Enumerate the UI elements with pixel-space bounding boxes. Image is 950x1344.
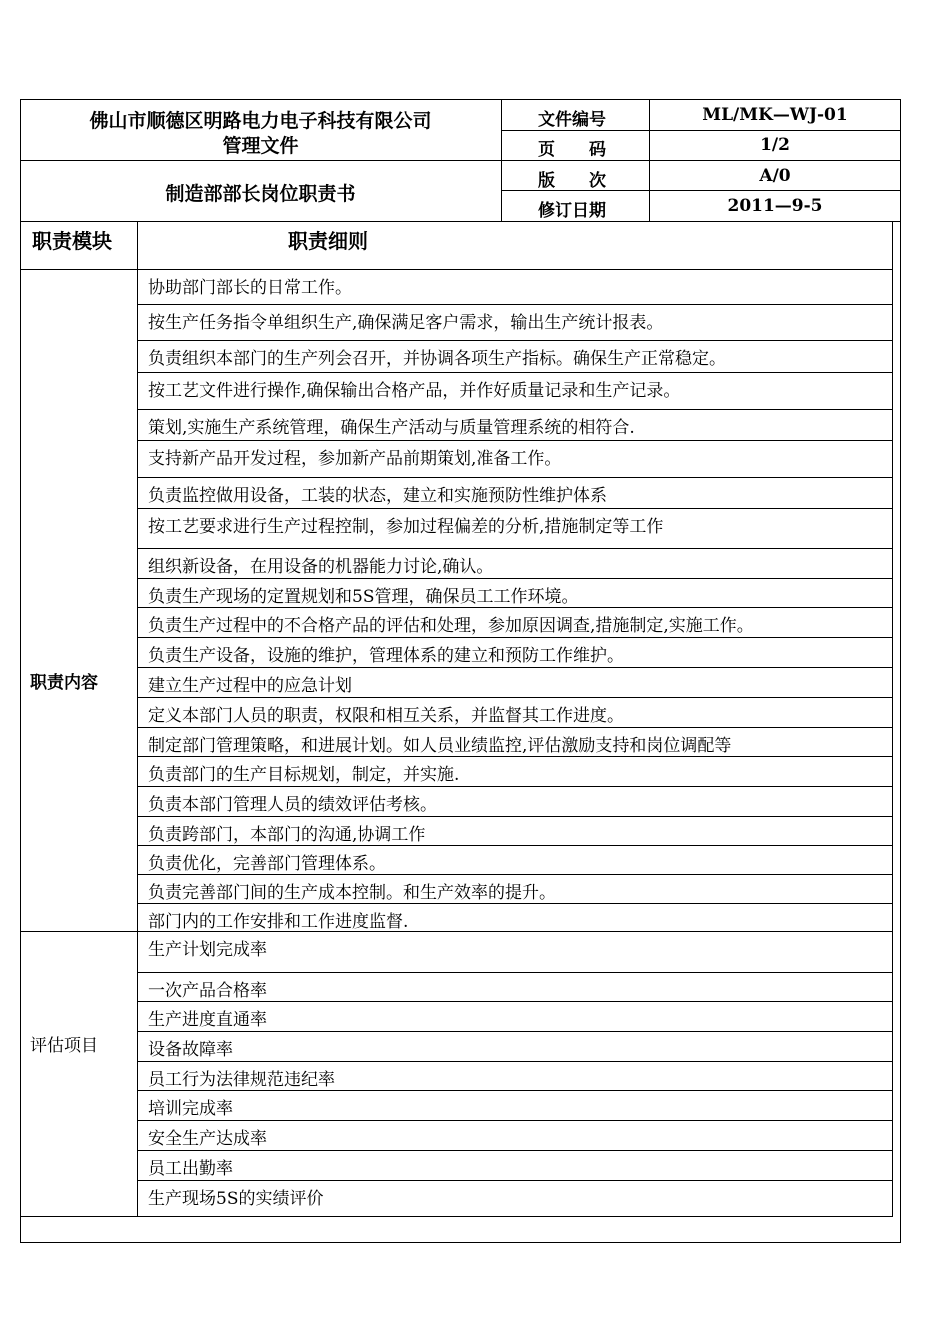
- duty-item: 按工艺要求进行生产过程控制，参加过程偏差的分析,措施制定等工作: [148, 517, 664, 537]
- duty-item: 负责完善部门间的生产成本控制。和生产效率的提升。: [148, 883, 556, 903]
- row-divider: [137, 578, 893, 579]
- row-divider: [137, 816, 893, 817]
- row-divider: [137, 874, 893, 875]
- row-divider: [137, 607, 893, 608]
- document-type: 管理文件: [222, 135, 299, 157]
- eval-item: 生产计划完成率: [148, 940, 267, 960]
- row-divider: [137, 477, 893, 478]
- duty-item: 负责生产现场的定置规划和5S管理，确保员工工作环境。: [148, 587, 579, 607]
- row-divider: [137, 903, 893, 904]
- eval-item: 员工行为法律规范违纪率: [148, 1070, 335, 1090]
- row-divider: [137, 1150, 893, 1151]
- row-divider: [137, 1061, 893, 1062]
- row-divider: [137, 637, 893, 638]
- duty-item: 协助部门部长的日常工作。: [148, 278, 352, 298]
- row-divider: [137, 508, 893, 509]
- duty-section-label: 职责内容: [30, 673, 98, 693]
- duty-item: 定义本部门人员的职责，权限和相互关系，并监督其工作进度。: [148, 706, 624, 726]
- duty-item: 负责部门的生产目标规划，制定，并实施.: [148, 765, 460, 785]
- row-divider: [137, 972, 893, 973]
- field-value-revision-date: 2011—9-5: [727, 196, 823, 216]
- duty-item: 负责生产设备，设施的维护，管理体系的建立和预防工作维护。: [148, 646, 624, 666]
- duty-item: 组织新设备，在用设备的机器能力讨论,确认。: [148, 557, 494, 577]
- page-title: 制造部部长岗位职责书: [165, 183, 356, 205]
- row-divider: [137, 372, 893, 373]
- row-divider: [137, 548, 893, 549]
- duty-item: 负责本部门管理人员的绩效评估考核。: [148, 795, 437, 815]
- field-label-page: 页 码: [538, 140, 606, 160]
- duty-item: 按工艺文件进行操作,确保输出合格产品，并作好质量记录和生产记录。: [148, 381, 681, 401]
- row-divider: [137, 340, 893, 341]
- eval-item: 一次产品合格率: [148, 981, 267, 1001]
- row-divider: [137, 304, 893, 305]
- duty-item: 支持新产品开发过程，参加新产品前期策划,准备工作。: [148, 449, 562, 469]
- duty-item: 负责组织本部门的生产列会召开，并协调各项生产指标。确保生产正常稳定。: [148, 349, 726, 369]
- row-divider: [137, 697, 893, 698]
- duty-item: 建立生产过程中的应急计划: [148, 676, 352, 696]
- row-divider: [137, 1001, 893, 1002]
- eval-item: 设备故障率: [148, 1040, 233, 1060]
- row-divider: [137, 1180, 893, 1181]
- row-divider: [137, 756, 893, 757]
- column-header-module: 职责模块: [32, 229, 112, 253]
- field-label-version: 版 次: [538, 171, 606, 191]
- row-divider: [137, 440, 893, 441]
- row-divider: [137, 845, 893, 846]
- duty-item: 部门内的工作安排和工作进度监督.: [148, 912, 409, 932]
- row-divider: [137, 409, 893, 410]
- eval-section-label: 评估项目: [30, 1036, 98, 1056]
- eval-item: 生产进度直通率: [148, 1010, 267, 1030]
- row-divider: [137, 667, 893, 668]
- duty-item: 按生产任务指令单组织生产,确保满足客户需求，输出生产统计报表。: [148, 313, 664, 333]
- field-value-doc-number: ML/MK—WJ-01: [702, 105, 848, 125]
- row-divider: [137, 1090, 893, 1091]
- field-value-page: 1/2: [760, 135, 790, 155]
- field-value-version: A/0: [759, 166, 791, 186]
- eval-item: 培训完成率: [148, 1099, 233, 1119]
- duty-item: 策划,实施生产系统管理，确保生产活动与质量管理系统的相符合.: [148, 418, 635, 438]
- duty-item: 负责优化，完善部门管理体系。: [148, 854, 386, 874]
- duty-item: 负责监控做用设备，工装的状态，建立和实施预防性维护体系: [148, 486, 607, 506]
- row-divider: [137, 1031, 893, 1032]
- row-divider: [137, 786, 893, 787]
- duty-item: 制定部门管理策略，和进展计划。如人员业绩监控,评估激励支持和岗位调配等: [148, 736, 732, 756]
- duty-item: 负责跨部门，本部门的沟通,协调工作: [148, 825, 426, 845]
- row-divider: [137, 727, 893, 728]
- field-label-doc-number: 文件编号: [538, 110, 606, 130]
- company-name: 佛山市顺德区明路电力电子科技有限公司: [89, 110, 432, 132]
- field-label-revision-date: 修订日期: [538, 201, 606, 221]
- column-header-detail: 职责细则: [288, 229, 368, 253]
- row-divider: [137, 1120, 893, 1121]
- eval-item: 员工出勤率: [148, 1159, 233, 1179]
- eval-item: 生产现场5S的实绩评价: [148, 1189, 324, 1209]
- eval-item: 安全生产达成率: [148, 1129, 267, 1149]
- duty-item: 负责生产过程中的不合格产品的评估和处理，参加原因调查,措施制定,实施工作。: [148, 616, 754, 636]
